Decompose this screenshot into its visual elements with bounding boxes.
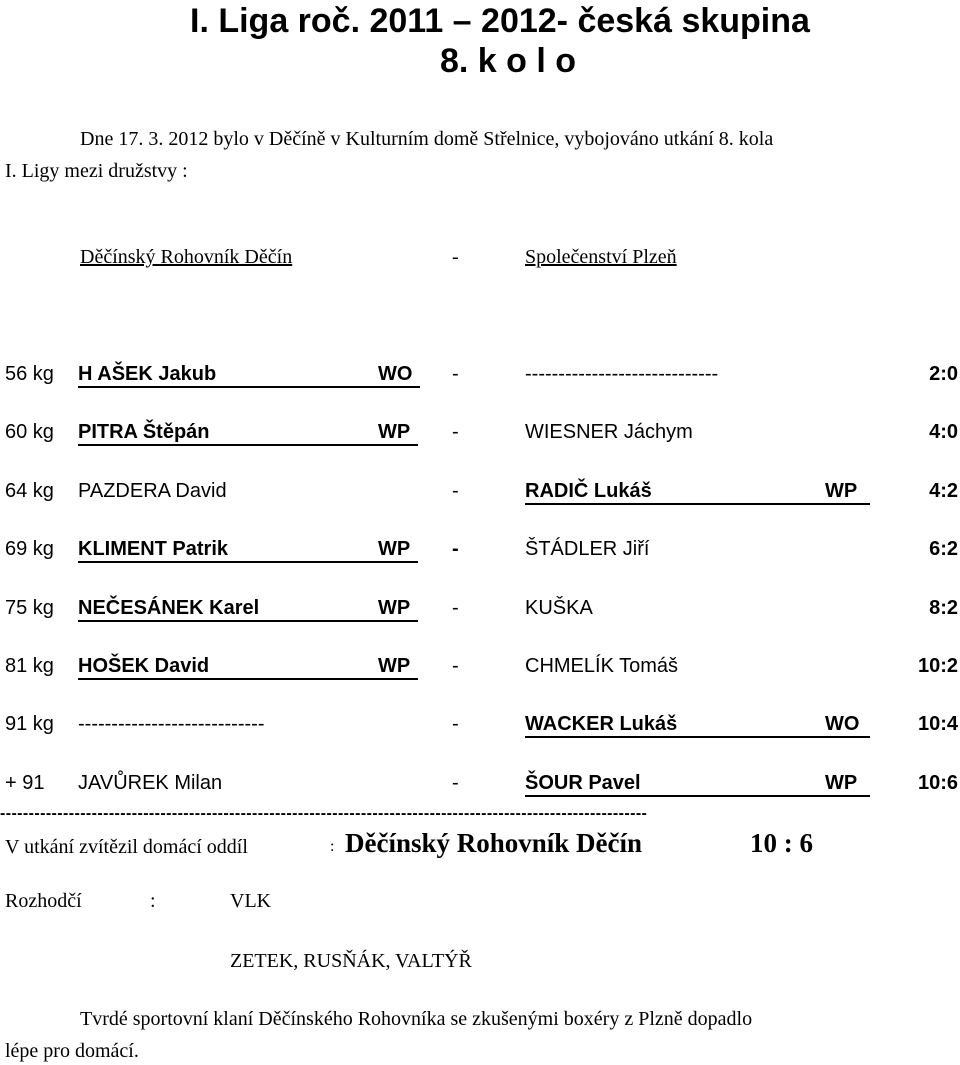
bout-row	[0, 597, 960, 627]
home-winner-underline	[78, 678, 418, 680]
closing-line-1: Tvrdé sportovní klaní Děčínského Rohovníka se zkušenými boxéry z Plzně dopadlo	[80, 1008, 753, 1030]
away-result: WP	[825, 772, 858, 794]
home-boxer: JAVŮREK Milan	[78, 772, 223, 794]
weight-class: 81 kg	[5, 655, 54, 677]
result-label: V utkání zvítězil domácí oddíl	[5, 836, 248, 858]
bout-row	[0, 772, 960, 802]
intro-line-2: I. Ligy mezi družstvy :	[5, 160, 188, 182]
bout-row	[0, 480, 960, 510]
result-colon: :	[330, 838, 335, 855]
away-boxer: WACKER Lukáš	[525, 713, 678, 735]
home-result: WP	[378, 421, 411, 443]
away-boxer: ŠTÁDLER Jiří	[525, 538, 650, 560]
bout-row	[0, 655, 960, 685]
bout-separator: -	[452, 480, 459, 502]
home-boxer: ----------------------------	[78, 713, 265, 735]
running-score: 6:2	[929, 538, 958, 560]
referee-colon: :	[150, 890, 156, 912]
bout-separator: -	[452, 538, 459, 560]
running-score: 10:4	[917, 713, 958, 735]
home-boxer: HOŠEK David	[78, 655, 210, 677]
divider: -----------------------------------------------------------------------------------------------------------------	[0, 805, 648, 822]
home-winner-underline	[78, 386, 420, 388]
away-winner-underline	[525, 736, 870, 738]
bout-separator: -	[452, 421, 459, 443]
weight-class: + 91	[5, 772, 45, 794]
home-result: WP	[378, 655, 411, 677]
away-boxer: -----------------------------	[525, 363, 719, 385]
away-boxer: RADIČ Lukáš	[525, 480, 652, 502]
home-boxer: PITRA Štěpán	[78, 421, 210, 443]
bout-separator: -	[452, 772, 459, 794]
away-winner-underline	[525, 795, 870, 797]
away-boxer: KUŠKA	[525, 597, 593, 619]
away-boxer: ŠOUR Pavel	[525, 772, 641, 794]
judges: ZETEK, RUSŇÁK, VALTÝŘ	[230, 950, 472, 972]
weight-class: 91 kg	[5, 713, 54, 735]
weight-class: 56 kg	[5, 363, 54, 385]
running-score: 4:0	[929, 421, 958, 443]
document-title: I. Liga roč. 2011 – 2012- česká skupina	[190, 2, 810, 40]
weight-class: 69 kg	[5, 538, 54, 560]
away-result: WP	[825, 480, 858, 502]
running-score: 10:2	[917, 655, 958, 677]
bout-row	[0, 363, 960, 393]
bout-separator: -	[452, 655, 459, 677]
bout-row	[0, 713, 960, 743]
bout-row	[0, 421, 960, 451]
running-score: 10:6	[917, 772, 958, 794]
home-boxer: KLIMENT Patrik	[78, 538, 229, 560]
bout-separator: -	[452, 597, 459, 619]
home-boxer: NEČESÁNEK Karel	[78, 597, 260, 619]
referee-name: VLK	[230, 890, 272, 912]
home-winner-underline	[78, 620, 418, 622]
intro-line-1: Dne 17. 3. 2012 bylo v Děčíně v Kulturním domě Střelnice, vybojováno utkání 8. kola	[80, 128, 774, 150]
teams-separator: -	[452, 246, 459, 268]
home-winner-underline	[78, 561, 418, 563]
home-result: WP	[378, 538, 411, 560]
away-result: WO	[825, 713, 860, 735]
home-result: WP	[378, 597, 411, 619]
winner-team: Děčínský Rohovník Děčín	[345, 828, 643, 858]
away-winner-underline	[525, 503, 870, 505]
running-score: 4:2	[929, 480, 958, 502]
round-title: 8. k o l o	[440, 42, 577, 80]
referee-label: Rozhodčí	[5, 890, 82, 912]
running-score: 8:2	[929, 597, 958, 619]
bout-separator: -	[452, 363, 459, 385]
away-team: Společenství Plzeň	[525, 246, 677, 268]
weight-class: 75 kg	[5, 597, 54, 619]
final-score: 10 : 6	[750, 828, 813, 858]
running-score: 2:0	[929, 363, 958, 385]
weight-class: 64 kg	[5, 480, 54, 502]
home-result: WO	[378, 363, 413, 385]
away-boxer: WIESNER Jáchym	[525, 421, 693, 443]
home-boxer: H AŠEK Jakub	[78, 363, 217, 385]
home-winner-underline	[78, 444, 418, 446]
bout-separator: -	[452, 713, 459, 735]
away-boxer: CHMELÍK Tomáš	[525, 655, 679, 677]
home-team: Děčínský Rohovník Děčín	[80, 246, 293, 268]
home-boxer: PAZDERA David	[78, 480, 227, 502]
closing-line-2: lépe pro domácí.	[5, 1040, 139, 1062]
weight-class: 60 kg	[5, 421, 54, 443]
bout-row	[0, 538, 960, 568]
